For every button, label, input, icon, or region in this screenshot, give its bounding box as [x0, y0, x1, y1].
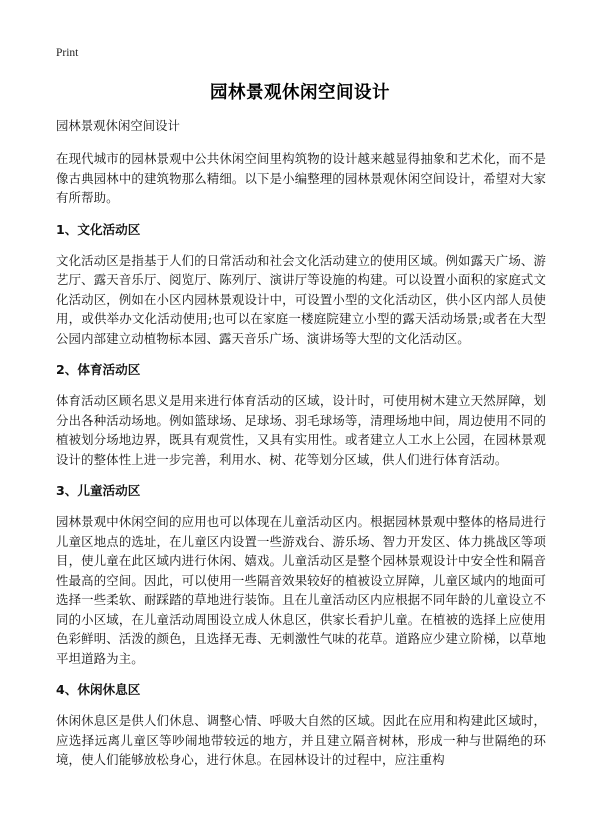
section-heading-sports: 2、体育活动区: [56, 362, 141, 377]
intro-paragraph: 在现代城市的园林景观中公共休闲空间里构筑物的设计越来越显得抽象和艺术化，而不是像古典园林中的建筑物那么精细。以下是小编整理的园林景观休闲空间设计，希望对大家有所帮助。: [56, 151, 546, 205]
section-body-cultural: 文化活动区是指基于人们的日常活动和社会文化活动建立的使用区域。例如露天广场、游艺厅、露天音乐厅、阅览厅、陈列厅、演讲厅等设施的构建。可以设置小面积的家庭式文化活动区，例如在小区内园林景观设计中，可设置小型的文化活动区，供小区内部人员使用，或供举办文化活动使用;也可以在家庭一楼庭院建立小型的露天活动场景;或者在大型公园内部建立动植物标本园、露天音乐广场、演讲场等大型的文化活动区。: [56, 252, 546, 346]
document-subtitle: 园林景观休闲空间设计: [56, 118, 180, 133]
section-heading-cultural: 1、文化活动区: [56, 221, 141, 237]
print-link[interactable]: Print: [56, 47, 79, 59]
section-heading-leisure: 4、休闲休息区: [56, 682, 141, 697]
section-body-sports: 体育活动区顾名思义是用来进行体育活动的区域，设计时，可使用树木建立天然屏障，划分出各种活动场地。例如篮球场、足球场、羽毛球场等，清理场地中间，周边使用不同的植被划分场地边界，既具有观赏性，又具有实用性。或者建立人工水上公园，在园林景观设计的整体性上进一步完善，利用水、树、花等划分区域，供人们进行体育活动。: [56, 393, 546, 467]
section-heading-children: 3、儿童活动区: [56, 483, 141, 498]
page-title: 园林景观休闲空间设计: [210, 83, 390, 103]
section-body-children: 园林景观中休闲空间的应用也可以体现在儿童活动区内。根据园林景观中整体的格局进行儿童区地点的选址，在儿童区内设置一些游戏台、游乐场、智力开发区、体力挑战区等项目，使儿童在此区域内进行休闲、嬉戏。儿童活动区是整个园林景观设计中安全性和隔音性最高的空间。因此，可以使用一些隔音效果较好的植被设立屏障，儿童区域内的地面可选择一些柔软、耐踩踏的草地进行装饰。且在儿童活动区内应根据不同年龄的儿童设立不同的小区域，在儿童活动周围设立成人休息区，供家长看护儿童。在植被的选择上应使用色彩鲜明、活泼的颜色，且选择无毒、无刺激性气味的花草。道路应少建立阶梯，以草地平坦道路为主。: [56, 514, 546, 666]
section-body-leisure: 休闲休息区是供人们休息、调整心情、呼吸大自然的区域。因此在应用和构建此区域时，应选择远离儿童区等吵闹地带较远的地方，并且建立隔音树林，形成一种与世隔绝的环境，使人们能够放松身心，进行休息。在园林设计的过程中，应注重构: [56, 713, 546, 767]
document-body: [56, 116, 546, 782]
